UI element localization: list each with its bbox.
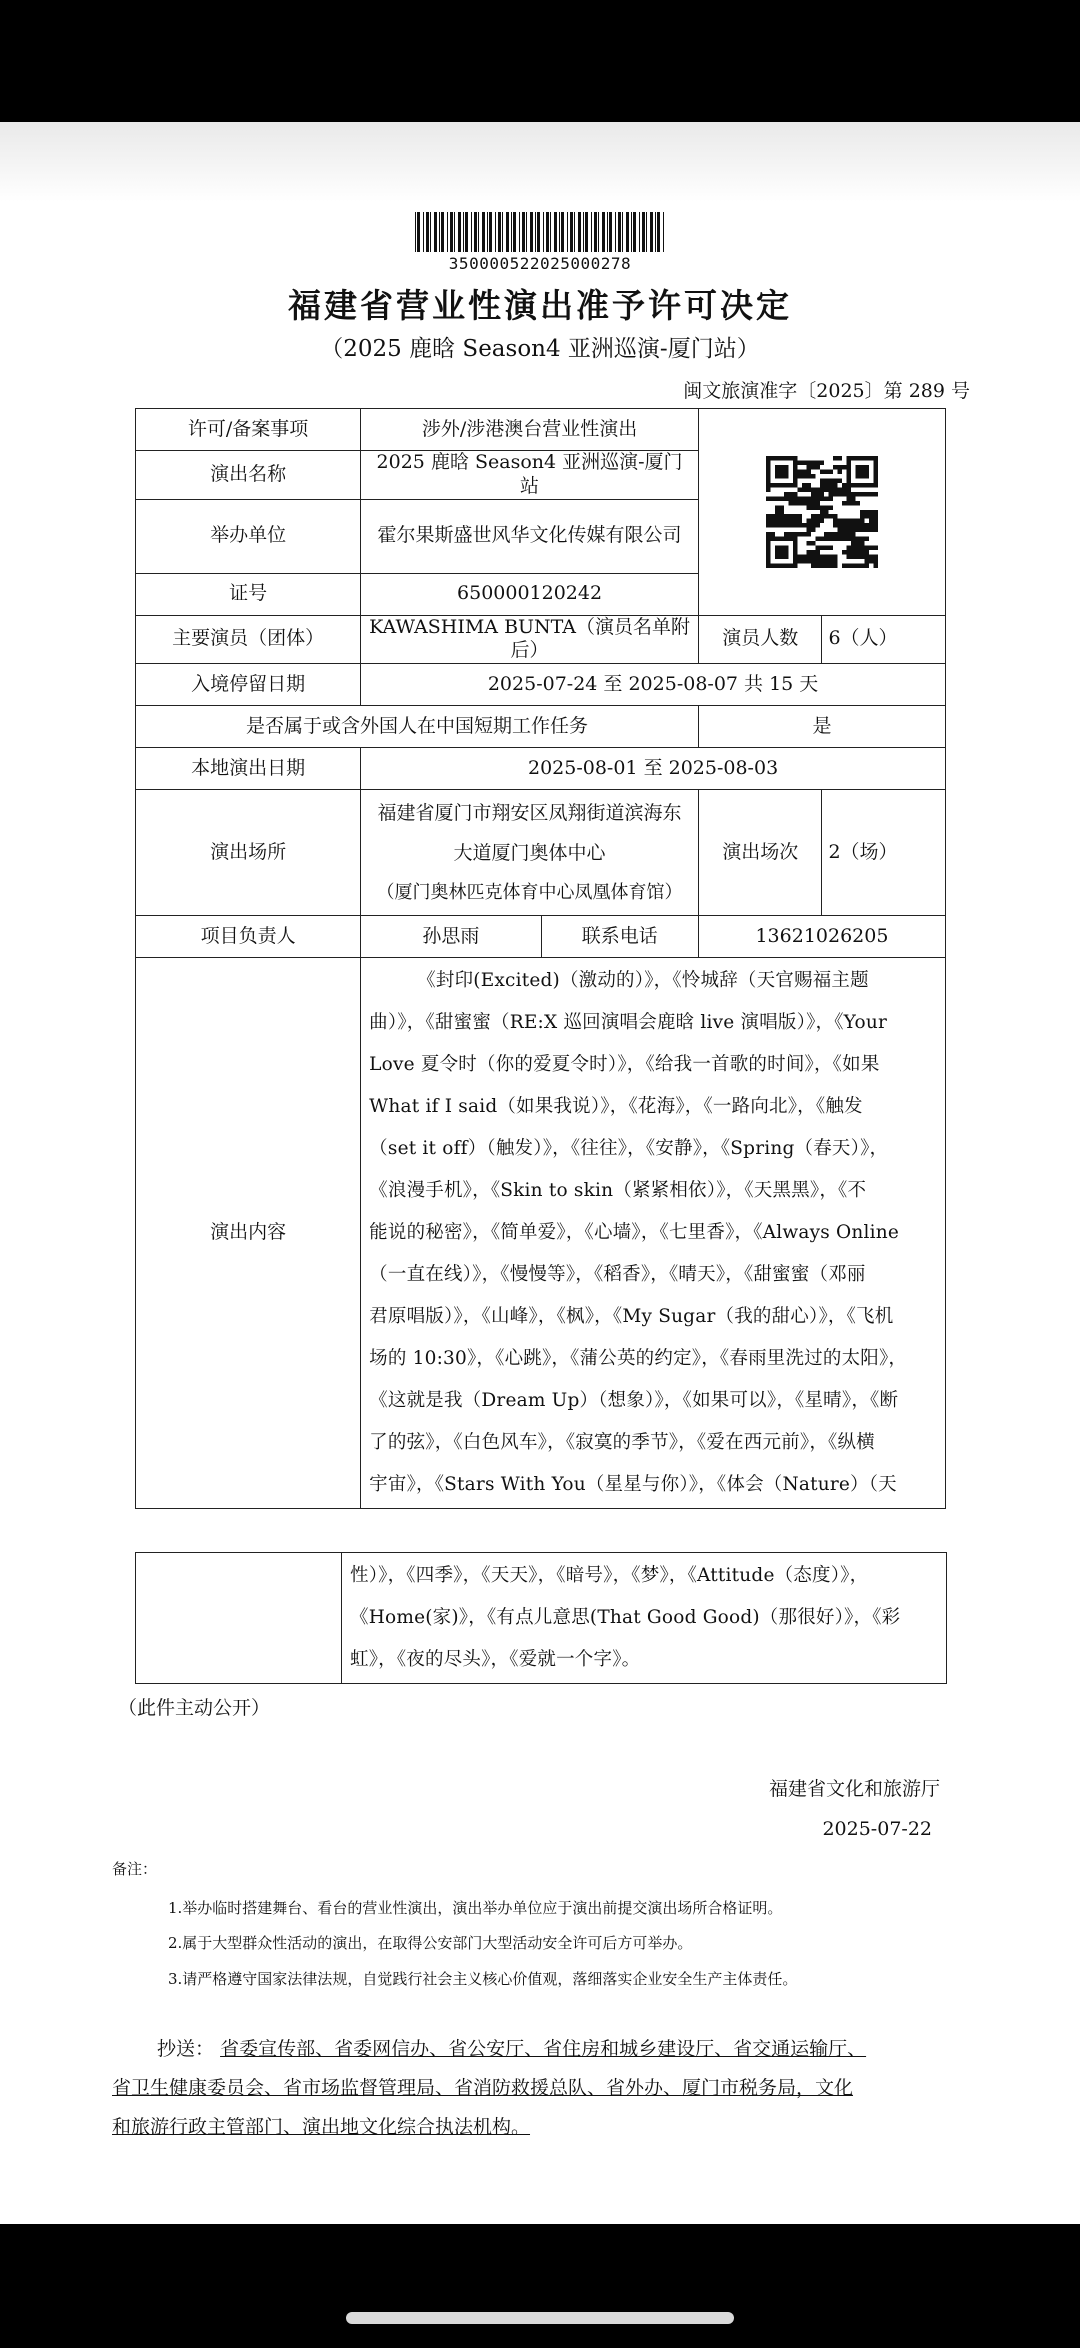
content-line [350, 1555, 938, 1597]
content-text: 君原唱版）》，《山峰》，《枫》，《My Sugar（我的甜心）》，《飞机 [369, 1306, 894, 1327]
bottom-bar [0, 2224, 1080, 2348]
cc-line: 和旅游行政主管部门、演出地文化综合执法机构。 [112, 2116, 531, 2138]
content-text: 场的 10:30》，《心跳》，《蒲公英的约定》，《春雨里洗过的太阳》， [369, 1348, 908, 1369]
license-value: 650000120242 [361, 573, 699, 615]
content-text: （set it off）（触发）》，《往往》，《安静》，《Spring（春天）》， [369, 1138, 889, 1159]
venue-line: （厦门奥林匹克体育中心凤凰体育馆） [376, 881, 683, 903]
entry-label: 入境停留日期 [136, 664, 361, 706]
permit-value: 涉外/涉港澳台营业性演出 [361, 409, 699, 451]
issue-date: 2025-07-22 [822, 1818, 932, 1840]
date-label: 本地演出日期 [136, 748, 361, 790]
content-line [369, 1170, 937, 1212]
public-note: （此件主动公开） [118, 1697, 271, 1719]
document-number: 闽文旅演准字〔2025〕第 289 号 [683, 380, 970, 402]
cc-line: 省卫生健康委员会、省市场监督管理局、省消防救援总队、省外办、厦门市税务局，文化 [112, 2077, 854, 2099]
document-title: 福建省营业性演出准予许可决定 [288, 286, 792, 325]
cc-line: 省委宣传部、省委网信办、省公安厅、省住房和城乡建设厅、省交通运输厅、 [220, 2038, 867, 2060]
content-line [369, 1128, 937, 1170]
content-text: 《封印(Excited)（激动的）》，《怜城辞（天官赐福主题 [417, 970, 869, 991]
phone-value: 13621026205 [698, 916, 945, 958]
content-line [369, 1422, 937, 1464]
content-value [361, 958, 946, 1509]
venue-value [361, 790, 699, 916]
qr-cell [698, 409, 945, 616]
issuer: 福建省文化和旅游厅 [768, 1778, 940, 1800]
content-text: 曲）》，《甜蜜蜜（RE:X 巡回演唱会鹿晗 live 演唱版）》，《Your [369, 1012, 887, 1033]
remarks-label: 备注： [112, 1860, 158, 1878]
content-line [369, 1044, 937, 1086]
document-subtitle: （2025 鹿晗 Season4 亚洲巡演-厦门站） [320, 336, 760, 362]
organizer-value: 霍尔果斯盛世风华文化传媒有限公司 [361, 499, 699, 573]
content-text: 宇宙》，《Stars With You（星星与你）》，《体会（Nature）（天 [369, 1474, 897, 1495]
venue-line: 福建省厦门市翔安区凤翔街道滨海东 [377, 801, 682, 824]
cc-list [112, 2030, 970, 2147]
content-line [369, 1002, 937, 1044]
show-name-value: 2025 鹿晗 Season4 亚洲巡演-厦门站 [361, 451, 699, 500]
content-text: What if I said（如果我说）》，《花海》，《一路向北》，《触发 [369, 1096, 863, 1117]
show-name-label: 演出名称 [136, 451, 361, 500]
content-line [369, 960, 937, 1002]
content-text: 能说的秘密》，《简单爱》，《心墙》，《七里香》，《Always Online [369, 1222, 900, 1243]
remark-item: 1.举办临时搭建舞台、看台的营业性演出，演出举办单位应于演出前提交演出场所合格证明。 [168, 1899, 783, 1917]
content-line [369, 1338, 937, 1380]
date-value: 2025-08-01 至 2025-08-03 [361, 748, 946, 790]
performer-label: 主要演员（团体） [136, 615, 361, 664]
performer-count-value: 6（人） [822, 615, 946, 664]
entry-value: 2025-07-24 至 2025-08-07 共 15 天 [361, 664, 946, 706]
content-text: 《这就是我（Dream Up）（想象）》，《如果可以》，《星晴》，《断 [369, 1390, 899, 1411]
top-status-bar [0, 0, 1080, 122]
performer-value: KAWASHIMA BUNTA（演员名单附后） [361, 615, 699, 664]
content-text: 《浪漫手机》，《Skin to skin（紧紧相依）》，《天黑黑》，《不 [369, 1180, 867, 1201]
barcode-number: 350000522025000278 [448, 254, 632, 273]
permit-label: 许可/备案事项 [136, 409, 361, 451]
content-line [350, 1597, 938, 1639]
content-line [369, 1464, 937, 1506]
permit-table-continued [135, 1552, 947, 1684]
content-line [369, 1296, 937, 1338]
close-icon[interactable] [40, 202, 80, 242]
home-indicator[interactable] [346, 2312, 734, 2324]
foreign-value: 是 [698, 706, 945, 748]
venue-line: 大道厦门奥体中心 [453, 841, 606, 864]
manager-value: 孙思雨 [361, 916, 541, 958]
remark-item: 2.属于大型群众性活动的演出，在取得公安部门大型活动安全许可后方可举办。 [168, 1934, 693, 1952]
content-text: （一直在线）》，《慢慢等》，《稻香》，《晴天》，《甜蜜蜜（邓丽 [369, 1264, 866, 1285]
content-line [369, 1212, 937, 1254]
permit-table [135, 408, 946, 1509]
phone-label: 联系电话 [541, 916, 698, 958]
content-line [369, 1086, 937, 1128]
manager-label: 项目负责人 [136, 916, 361, 958]
content-text: 虹》，《夜的尽头》，《爱就一个字》。 [350, 1649, 641, 1670]
cc-label: 抄送： [157, 2038, 215, 2060]
shows-value: 2（场） [822, 790, 946, 916]
content-value-continued [342, 1553, 947, 1684]
license-label: 证号 [136, 573, 361, 615]
venue-label: 演出场所 [136, 790, 361, 916]
content-text: Love 夏令时（你的爱夏令时）》，《给我一首歌的时间》，《如果 [369, 1054, 880, 1075]
content-line [369, 1380, 937, 1422]
foreign-label: 是否属于或含外国人在中国短期工作任务 [136, 706, 699, 748]
shows-label: 演出场次 [698, 790, 822, 916]
content-label: 演出内容 [136, 958, 361, 1509]
content-line [350, 1639, 938, 1681]
organizer-label: 举办单位 [136, 499, 361, 573]
content-text: 《Home(家)》，《有点儿意思(That Good Good)（那很好）》，《彩 [350, 1607, 901, 1628]
barcode-icon [415, 212, 665, 252]
qr-code-icon [766, 456, 878, 568]
remark-item: 3.请严格遵守国家法律法规，自觉践行社会主义核心价值观，落细落实企业安全生产主体责任。 [168, 1970, 798, 1988]
content-label-continued [136, 1553, 342, 1684]
content-text: 性）》，《四季》，《天天》，《暗号》，《梦》，《Attitude（态度）》， [350, 1565, 869, 1586]
content-text: 了的弦》，《白色风车》，《寂寞的季节》，《爱在西元前》，《纵横 [369, 1432, 875, 1453]
content-line [369, 1254, 937, 1296]
performer-count-label: 演员人数 [698, 615, 822, 664]
top-fade [0, 122, 1080, 202]
